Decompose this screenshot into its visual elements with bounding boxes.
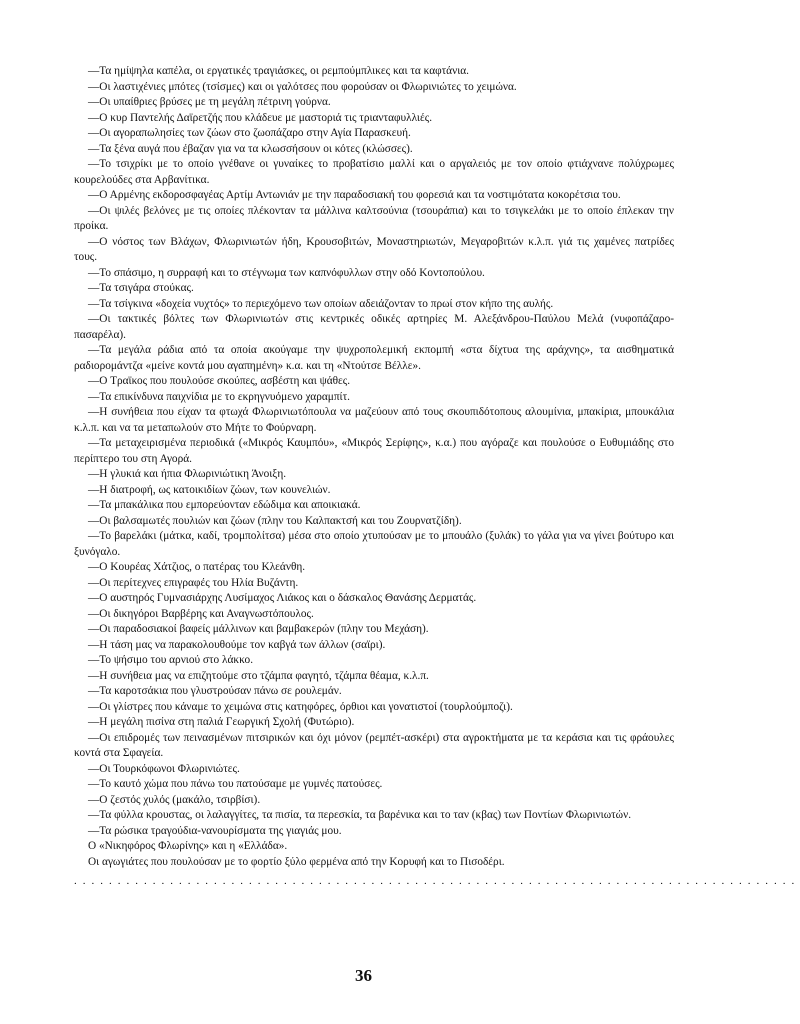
paragraph: —Οι παραδοσιακοί βαφείς μάλλινων και βαμβακερών (πλην του Μεχάση). <box>88 623 429 635</box>
paragraph: —Η γλυκιά και ήπια Φλωρινιώτικη Άνοιξη. <box>88 468 287 480</box>
paragraph: —Ο Τραϊκος που πουλούσε σκούπες, ασβέστη και ψάθες. <box>88 375 351 387</box>
body-text <box>74 64 800 890</box>
paragraph: —Τα ρώσικα τραγούδια-νανουρίσματα της γιαγιάς μου. <box>88 824 342 837</box>
paragraph: —Τα τσίγκινα «δοχεία νυχτός» το περιεχόμενο των οποίων αδειάζονταν το πρωί στον κήπο της αυλής. <box>88 297 554 310</box>
paragraph: —Τα μεταχειρισμένα περιοδικά («Μικρός Καυμπόυ», «Μικρός Σερίφης», κ.α.) που αγόραζε και πουλούσε ο Ευθυμιάδης στο περίπτερο του στη Αγορά. <box>74 437 674 465</box>
paragraph: —Οι υπαίθριες βρύσες με τη μεγάλη πέτρινη γούρνα. <box>88 96 331 108</box>
paragraph: —Η διατροφή, ως κατοικιδίων ζώων, των κουνελιών. <box>88 483 331 496</box>
paragraph: —Τα φύλλα κρουστας, οι λαλαγγίτες, τα πισία, τα περεσκία, τα βαρένικα και το ταν (κβας) των Ποντίων Φλωρινιωτών. <box>88 809 632 821</box>
paragraph: —Ο κυρ Παντελής Δαϊρετζής που κλάδευε με μαστοριά τις τριανταφυλλιές. <box>88 111 433 124</box>
paragraph: —Οι λαστιχένιες μπότες (τσίσμες) και οι γαλότσες που φορούσαν οι Φλωρινιώτες το χειμώνα. <box>88 80 517 93</box>
paragraph: —Τα επικίνδυνα παιχνίδια με το εκρηγνυόμενο χαραμπίτ. <box>88 390 350 403</box>
paragraph: —Ο αυστηρός Γυμνασιάρχης Λυσίμαχος Λιάκος και ο δάσκαλος Θανάσης Δερματάς. <box>88 592 477 604</box>
paragraph: —Η συνήθεια μας να επιζητούμε στο τζάμπα φαγητό, τζάμπα θέαμα, κ.λ.π. <box>88 669 429 682</box>
paragraph: —Τα ξένα αυγά που έβαζαν για να τα κλωσσήσουν οι κότες (κλώσσες). <box>88 142 413 155</box>
paragraph: —Ο Αρμένης εκδοροσφαγέας Αρτίμ Αντωνιάν με την παραδοσιακή του φορεσιά και τα νοστιμότατα κοκορέτσια του. <box>88 189 621 201</box>
paragraph: —Οι γλίστρες που κάναμε το χειμώνα στις κατηφόρες, όρθιοι και γονατιστοί (τουρλούμποζι). <box>88 700 513 713</box>
paragraph: —Το καυτό χώμα που πάνω του πατούσαμε με γυμνές πατούσες. <box>88 778 383 790</box>
paragraph: —Ο ζεστός χυλός (μακάλο, τσιρβίσι). <box>88 793 261 806</box>
paragraph: —Το σπάσιμο, η συρραφή και το στέγνωμα των καπνόφυλλων στην οδό Κοντοπούλου. <box>88 266 485 279</box>
paragraph: —Τα ημίψηλα καπέλα, οι εργατικές τραγιάσκες, οι ρεμπούμπλικες και τα καφτάνια. <box>88 65 469 77</box>
paragraph: Οι αγωγιάτες που πουλούσαν με το φορτίο ξύλο φερμένα από την Κορυφή και το Πισοδέρι. <box>88 855 505 868</box>
paragraph: —Η τάση μας να παρακολουθούμε τον καβγά των άλλων (σαϊρι). <box>88 638 386 651</box>
paragraph: —Η μεγάλη πισίνα στη παλιά Γεωργική Σχολή (Φυτώριο). <box>88 716 355 728</box>
paragraph: —Οι επιδρομές των πεινασμένων πιτσιρικών και όχι μόνον (ρεμπέτ-ασκέρι) στα αγροκτήματα με τα κεράσια και τις φράουλες κοντά στα Σφαγεία. <box>74 731 674 759</box>
paragraph: —Ο Κουρέας Χάτζιος, ο πατέρας του Κλεάνθη. <box>88 561 306 573</box>
paragraph: —Οι ψιλές βελόνες με τις οποίες πλέκονταν τα μάλλινα καλτσούνια (τσουράπια) και το τσιγκελάκι με το οποίο έπλεκαν την προίκα. <box>74 204 674 232</box>
paragraph: —Οι περίτεχνες επιγραφές του Ηλία Βυζάντη. <box>88 576 299 589</box>
paragraph: —Η συνήθεια που είχαν τα φτωχά Φλωρινιωτόπουλα να μαζεύουν από τους σκουπιδότοπους αλουμίνια, μπακίρια, μπουκάλια κ.λ.π. και να τα μεταπωλούν στο Μήτε το Φούρναρη. <box>74 406 674 434</box>
paragraph: —Οι δικηγόροι Βαρβέρης και Αναγνωστόπουλος. <box>88 607 314 620</box>
paragraph: —Οι Τουρκόφωνοι Φλωρινιώτες. <box>88 762 240 775</box>
paragraph: —Τα καροτσάκια που γλυστρούσαν πάνω σε ρουλεμάν. <box>88 685 342 697</box>
paragraph: —Οι αγοραπωλησίες των ζώων στο ζωοπάζαρο στην Αγία Παρασκευή. <box>88 127 411 139</box>
paragraph: —Το τσιχρίκι με το οποίο γνέθανε οι γυναίκες το προβατίσιο μαλλί και ο αργαλειός με τον οποίο φτιάχνανε πολύχρωμες κουρελούδες στα Αρβανίτικα. <box>74 158 674 186</box>
paragraph: Ο «Νικηφόρος Φλωρίνης» και η «Ελλάδα». <box>88 840 288 852</box>
paragraph: —Ο νόστος των Βλάχων, Φλωρινιωτών ήδη, Κρουσοβιτών, Μοναστηριωτών, Μεγαροβιτών κ.λ.π. γιά τις χαμένες πατρίδες τους. <box>74 235 674 263</box>
paragraph: —Οι βαλσαμωτές πουλιών και ζώων (πλην του Καλπακτσή και του Ζουρνατζίδη). <box>88 514 462 527</box>
paragraph: —Το βαρελάκι (μάτκα, καδί, τρομπολίτσα) μέσα στο οποίο χτυπούσαν με το μπουάλο (ξυλάκ) το γάλα για να γίνει βούτυρο και ξυνόγαλο. <box>74 530 674 558</box>
dotted-separator: ................................................................................... <box>74 875 800 887</box>
paragraph: —Τα μπακάλικα που εμπορεύονταν εδώδιμα και αποικιακά. <box>88 499 361 511</box>
paragraph: —Το ψήσιμο του αρνιού στο λάκκο. <box>88 654 254 666</box>
paragraph: —Τα τσιγάρα στούκας. <box>88 282 194 294</box>
paragraph: —Τα μεγάλα ράδια από τα οποία ακούγαμε την ψυχροπολεμική εκπομπή «στα δίχτυα της αράχνης», τα αισθηματικά ραδιορομάντζα «μείνε κοντά μου αγαπημένη» κ.α. και τη «Ντούτσε Βέλλε». <box>74 344 674 372</box>
paragraph: —Οι τακτικές βόλτες των Φλωρινιωτών στις κεντρικές οδικές αρτηρίες Μ. Αλεξάνδρου-Παύλου Μελά (νυφοπάζαρο-πασαρέλα). <box>74 313 674 341</box>
page-number: 36 <box>355 966 372 985</box>
